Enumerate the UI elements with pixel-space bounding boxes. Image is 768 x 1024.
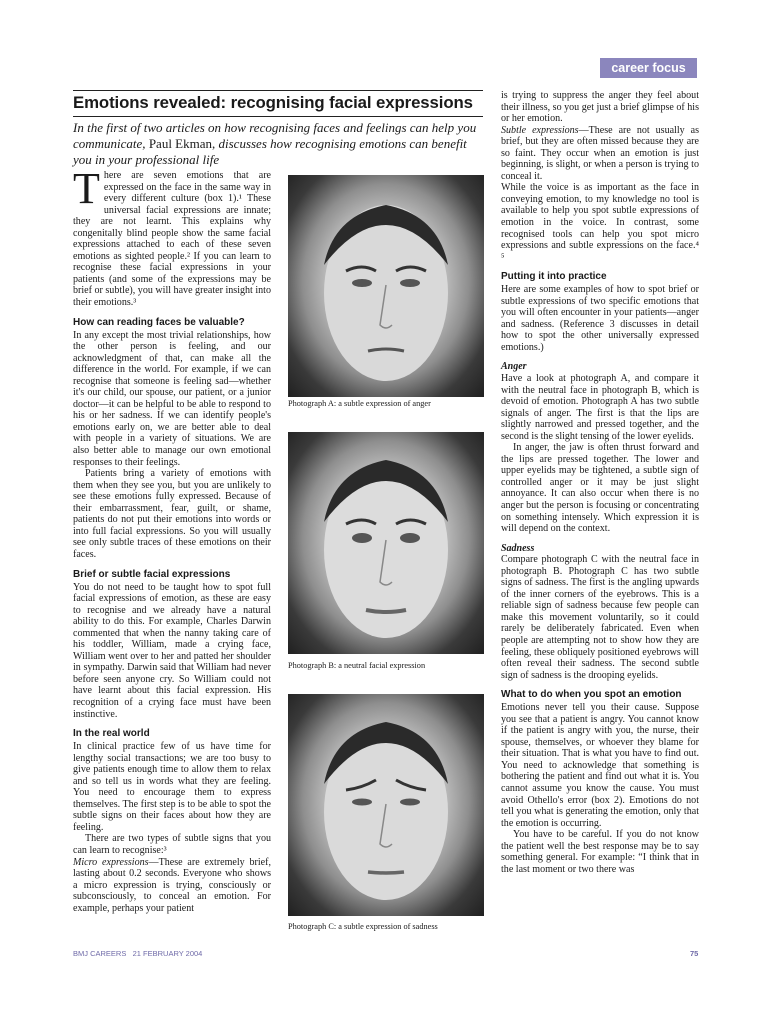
- right-column: [501, 90, 699, 875]
- heading-practice: Putting it into practice: [501, 271, 607, 283]
- heading-brief: Brief or subtle facial expressions: [73, 568, 231, 580]
- subtle-text: —These are not usually as brief, but they are often missed because they are so faint. They occur when an emotion is just beginning, is slight, or when a person is trying to conceal it.: [501, 124, 699, 182]
- paragraph-sadness: Compare photograph C with the neutral face in photograph B. Photograph C has two subtle signs of sadness. The first is the angling upwards of the inner corners of the eyebrows. This is a reliable sign of sadness because few people can make this movement voluntarily, so it could rarely be deliberately fabricated. Even when people are attempting not to show how they are feeling, these obliquely positioned eyebrows will often reveal their sadness. The second subtle sign of sadness is the drooping eyelids.: [501, 554, 699, 681]
- paragraph-micro: [73, 857, 271, 915]
- subtle-label: Subtle expressions: [501, 124, 579, 136]
- paragraph-patients: Patients bring a variety of emotions with them when they see you, but you are unlikely to see these emotions fully expressed. Because of their embarrassment, fear, guilt, or shame, patients do not put their emotions into words or into full facial expressions. So you will usually see only subtle traces of these emotions on their faces.: [73, 468, 271, 560]
- face-illustration: [288, 694, 484, 916]
- paragraph-anger-1: Have a look at photograph A, and compare it with the neutral face in photograph B, which is devoid of emotion. Photograph A has two subtle signals of anger. The first is that the lips are slightly narrowed and pressed together, and the second is the slight tensing of the lower eyelids.: [501, 372, 699, 442]
- micro-text: —These are extremely brief, lasting about 0.2 seconds. Everyone who shows a micro expression is trying, consciously or subconsciously, to conceal an emotion. For example, perhaps your patient: [73, 856, 271, 914]
- photograph-b: [288, 432, 484, 654]
- paragraph-careful: You have to be careful. If you do not know the patient well the best response may be to say something general. For example: “I think that in the last moment or two there was: [501, 829, 699, 875]
- footer-page-number: 75: [690, 949, 699, 958]
- heading-sadness: Sadness: [501, 542, 535, 554]
- headline-rule-top: [73, 90, 483, 91]
- paragraph-voice: While the voice is as important as the face in conveying emotion, to my knowledge no tool is available to help you spot subtle expressions of emotion in the voice. In contrast, some recognised tools can help you spot micro expressions and subtle expressions on the face.⁴ ⁵: [501, 182, 699, 263]
- intro-text: here are seven emotions that are expressed on the face in the same way in every different culture (box 1).¹ These universal facial expressions are innate; they are not learnt. This explains why congenitally blind people show the same facial expressions attached to each of these seven emotions as sighted people.² If you can learn to recognise these facial expressions in your patients (and some of the expressions may be brief or subtle), you will have greater insight into their emotions.³: [73, 170, 271, 309]
- paragraph-subtle: [501, 125, 699, 183]
- paragraph-continued: is trying to suppress the anger they feel about their illness, so you get just a brief glimpse of his or her emotion.: [501, 90, 699, 125]
- heading-valuable: How can reading faces be valuable?: [73, 316, 245, 328]
- caption-photograph-c: Photograph C: a subtle expression of sadness: [288, 922, 438, 931]
- headline: Emotions revealed: recognising facial expressions: [73, 93, 473, 112]
- intro-paragraph: [73, 164, 271, 309]
- paragraph-types: There are two types of subtle signs that you can learn to recognise:³: [73, 833, 271, 856]
- face-illustration: [288, 432, 484, 654]
- paragraph-spot-emotion: Emotions never tell you their cause. Suppose you see that a patient is angry. You cannot know if the patient is angry with you, the nurse, their spouse, themselves, or whoever they blame for their situation. That is what you have to find out. You need to acknowledge that something is bothering the patient and find out what it is. You cannot assume you know the cause. You must avoid Othello's error (box 2). Emotions do not tell you what is generating the emotion, only that the emotion is occurring.: [501, 702, 699, 829]
- standfirst-part2: discusses how recognising emotions can benefit you in your professional life: [73, 136, 467, 167]
- heading-real-world: In the real world: [73, 728, 150, 740]
- standfirst-part1: In the first of two articles on how recognising faces and feelings can help you communicate,: [73, 120, 477, 151]
- paragraph-brief: You do not need to be taught how to spot full facial expressions of emotion, as these are easy to recognise and we already have a natural ability to do this. For example, Charles Darwin commented that when the nanny taking care of his toddler, William, made a crying face, William went over to her and patted her shoulder in sympathy. Darwin said that William had never before seen anyone cry. So William could not have learnt about this facial expression. His recognition of a crying face must have been instinctive.: [73, 581, 271, 720]
- paragraph-valuable: In any except the most trivial relationships, how the other person is feeling, and our acknowledgment of that, can make all the difference in the world. For example, if we can recognise that someone is feeling sad—whether it's our child, our spouse, our patient, or a junior doctor—it can be helpful to be able to respond to his or her sadness. If we can identify people's emotions early on, we are better able to deal with people in a variety of situations. We are also better able to manage our own emotional responses to their feelings.: [73, 329, 271, 468]
- footer-journal-date: BMJ CAREERS 21 FEBRUARY 2004: [73, 949, 203, 958]
- caption-photograph-b: Photograph B: a neutral facial expression: [288, 661, 426, 670]
- left-column: [73, 164, 271, 914]
- paragraph-anger-2: In anger, the jaw is often thrust forward and the lips are pressed together. The lower and upper eyelids may be tightened, a subtle sign of controlled anger or it may be just slight annoyance. It can also occur when there is no anger but the person is focusing or concentrating on something intensely. Which expression it is will depend on the context.: [501, 442, 699, 535]
- section-tag: career focus: [600, 58, 697, 78]
- paragraph-real-world: In clinical practice few of us have time for lengthy social transactions; we are too busy to give patients enough time to allow them to relax and so tell us in words what they are feeling. You need to encourage them to express themselves. The first step is to be able to spot the subtle signs on their faces about how they are feeling.: [73, 741, 271, 833]
- heading-spot-emotion: What to do when you spot an emotion: [501, 689, 682, 701]
- micro-label: Micro expressions: [73, 856, 149, 868]
- paragraph-practice: Here are some examples of how to spot brief or subtle expressions of two specific emotions that you will often encounter in your patients—anger and sadness. (Reference 3 discusses in detail how to spot the other universally expressed emotions.): [501, 284, 699, 353]
- headline-rule-bottom: [73, 116, 483, 117]
- photograph-c: [288, 694, 484, 916]
- drop-cap: T: [73, 164, 100, 213]
- face-illustration: [288, 175, 484, 397]
- heading-anger: Anger: [501, 361, 527, 373]
- caption-photograph-a: Photograph A: a subtle expression of anger: [288, 399, 431, 408]
- standfirst-author: Paul Ekman,: [148, 136, 216, 151]
- standfirst: [73, 120, 485, 168]
- photograph-a: [288, 175, 484, 397]
